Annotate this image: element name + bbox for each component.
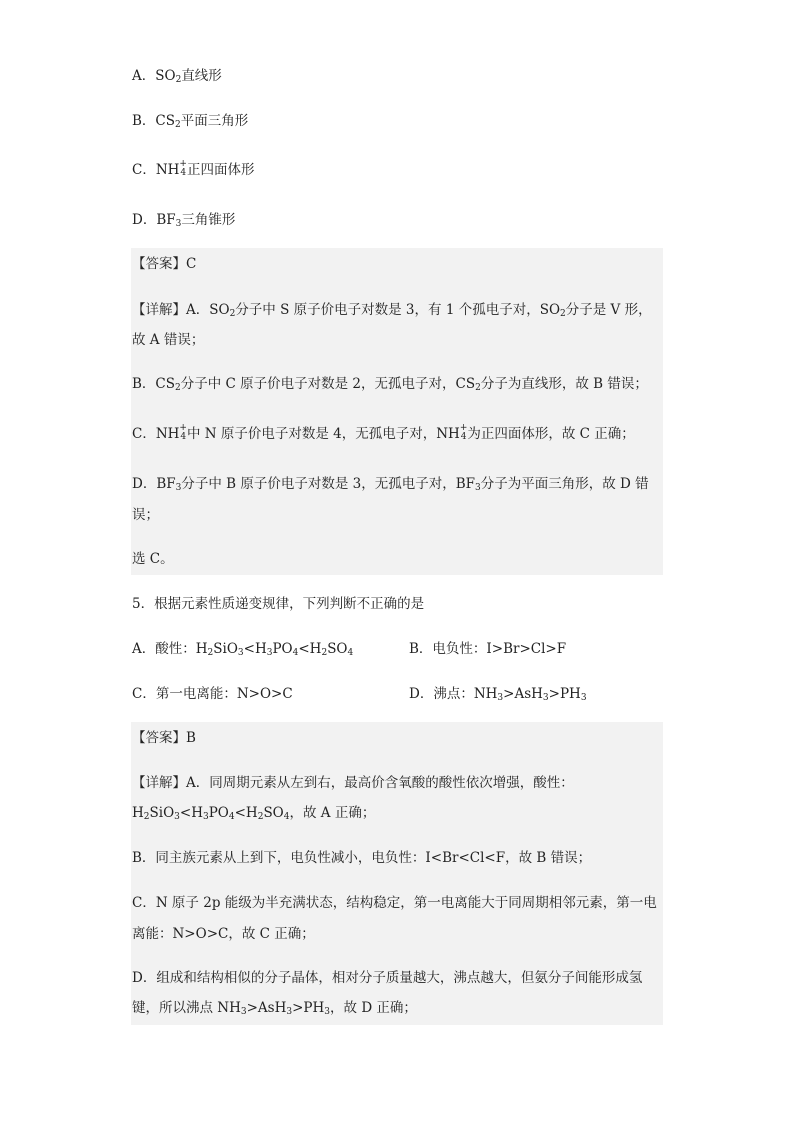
q4-detail-b: B．$CS_2$分子中 C 原子价电子对数是 2，无孤电子对，$CS_2$分子为直线形，故 B 错误； [132,376,648,393]
q5-detail-b: B．同主族元素从上到下，电负性减小，电负性：I<Br<Cl<F，故 B 错误； [132,850,592,866]
q4-detail-c: C．NH + 4 中 N 原子价电子对数是 4，无孤电子对，NH + 4 为正四面体形，故 C 正确； [132,423,635,442]
q4-detail-a-line2: 故 A 错误； [132,332,205,348]
q4-detail-a-line1: 【详解】A．$SO_2$分子中 S 原子价电子对数是 3，有 1 个孤电子对，$SO_2$分子是 V 形， [132,302,652,319]
q4-option-c: C．NH + 4 正四面体形 [132,159,255,178]
q4-detail-d-line1: D．$BF_3$分子中 B 原子价电子对数是 3，无孤电子对，$BF_3$分子为平面三角形，故 D 错 [132,476,649,493]
q5-option-b: B．电负性：I>Br>Cl>F [409,641,567,657]
q4-option-d: D．$BF_3$三角锥形 [132,212,236,229]
q4-option-b: B．$CS_2$平面三角形 [132,113,249,130]
q5-detail-c-line1: C．N 原子 2p 能级为半充满状态，结构稳定，第一电离能大于同周期相邻元素，第一电 [132,895,657,911]
q5-detail-d-line1: D．组成和结构相似的分子晶体，相对分子质量越大，沸点越大，但氨分子间能形成氢 [132,970,643,986]
q5-detail-c-line2: 离能：N>O>C，故 C 正确； [132,926,315,942]
q4-detail-d-line2: 误； [132,507,159,523]
q5-answer: 【答案】B [132,730,196,746]
q5-detail-d-line2: 键，所以沸点 $NH_3>AsH_3>PH_3$，故 D 正确； [132,1000,417,1017]
q4-answer: 【答案】C [132,256,197,272]
q5-option-d: D．沸点：$NH_3>AsH_3>PH_3$ [409,686,587,703]
q5-detail-a-line2: $H_2SiO_3<H_3PO_4<H_2SO_4$，故 A 正确； [132,805,376,822]
q5-detail-a-line1: 【详解】A．同周期元素从左到右，最高价含氧酸的酸性依次增强，酸性： [132,775,574,791]
q4-option-a: A．$SO_2$直线形 [132,68,222,85]
q5-stem: 5．根据元素性质递变规律，下列判断不正确的是 [132,596,425,612]
q5-option-a: A．酸性：$H_2SiO_3<H_3PO_4<H_2SO_4$ [132,641,354,658]
q4-conclusion: 选 C。 [132,551,174,567]
q5-option-c: C．第一电离能：N>O>C [132,686,293,702]
q4-answer-box [131,248,663,575]
